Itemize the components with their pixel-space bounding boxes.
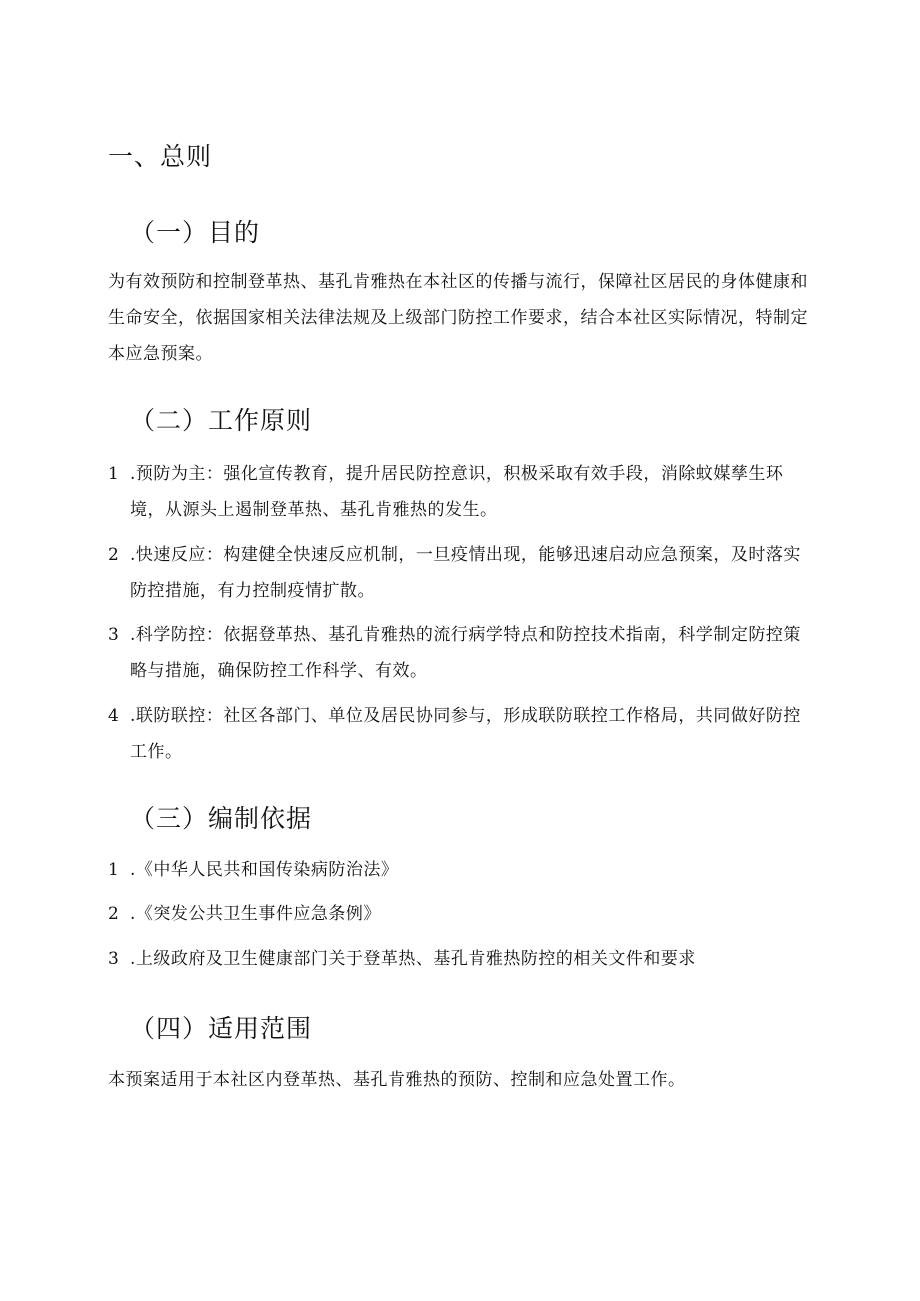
principle-item xyxy=(108,617,808,689)
basis-item xyxy=(108,941,808,977)
item-text: .《中华人民共和国传染病防治法》 xyxy=(130,860,399,880)
principle-item xyxy=(108,456,808,528)
item-text: .快速反应：构建健全快速反应机制，一旦疫情出现，能够迅速启动应急预案，及时落实防控措施，有力控制疫情扩散。 xyxy=(130,545,801,601)
item-number: 1 xyxy=(108,860,120,880)
item-number: 1 xyxy=(108,464,120,484)
principle-item xyxy=(108,537,808,609)
item-text: .《突发公共卫生事件应急条例》 xyxy=(130,904,381,924)
principle-item xyxy=(108,698,808,770)
item-number: 3 xyxy=(108,949,120,969)
scope-paragraph: 本预案适用于本社区内登革热、基孔肯雅热的预防、控制和应急处置工作。 xyxy=(108,1070,686,1090)
item-number: 3 xyxy=(108,625,120,645)
purpose-paragraph: 为有效预防和控制登革热、基孔肯雅热在本社区的传播与流行，保障社区居民的身体健康和生命安全，依据国家相关法律法规及上级部门防控工作要求，结合本社区实际情况，特制定本应急预案。 xyxy=(108,272,808,364)
scope-heading: （四）适用范围 xyxy=(130,1014,313,1043)
purpose-heading: （一）目的 xyxy=(130,218,261,247)
item-number: 2 xyxy=(108,904,120,924)
principles-heading: （二）工作原则 xyxy=(130,406,313,435)
item-text: .联防联控：社区各部门、单位及居民协同参与，形成联防联控工作格局，共同做好防控工作。 xyxy=(130,706,801,762)
section-title: 一、总则 xyxy=(108,142,213,171)
item-text: .上级政府及卫生健康部门关于登革热、基孔肯雅热防控的相关文件和要求 xyxy=(130,949,696,969)
item-number: 2 xyxy=(108,545,120,565)
basis-item xyxy=(108,852,808,888)
item-text: .预防为主：强化宣传教育，提升居民防控意识，积极采取有效手段，消除蚊媒孳生环境，从源头上遏制登革热、基孔肯雅热的发生。 xyxy=(130,464,784,520)
item-text: .科学防控：依据登革热、基孔肯雅热的流行病学特点和防控技术指南，科学制定防控策略与措施，确保防控工作科学、有效。 xyxy=(130,625,801,681)
basis-heading: （三）编制依据 xyxy=(130,804,313,833)
basis-item xyxy=(108,896,808,932)
item-number: 4 xyxy=(108,706,120,726)
